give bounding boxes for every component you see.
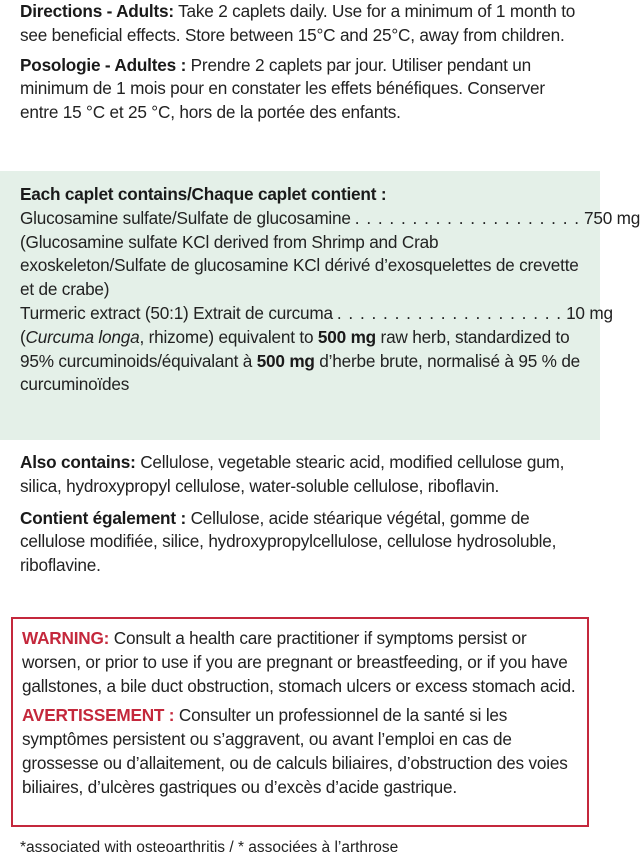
warning-fr-text: Consulter un professionnel de la santé si les symptômes persistent ou s’aggravent, ou avant l’emploi en cas de grossesse ou d’allaitement, ou de calculs biliaires, d’obstruction des voies biliaires, d’ulcères gastriques ou d’excès d’acide gastrique. [22, 705, 568, 797]
also-contains-fr-text: Cellulose, acide stéarique végétal, gomme de cellulose modifiée, silice, hydroxypropylcellulose, cellulose hydrosoluble, riboflavine. [20, 507, 557, 576]
directions-en-label: Directions - Adults: [20, 1, 174, 21]
glucosamine-amount: 750 mg [584, 207, 640, 228]
glucosamine-leader-dots: . . . . . . . . . . . . . . . . . . . . [354, 207, 581, 228]
glucosamine-row [20, 207, 640, 231]
turmeric-leader-dots: . . . . . . . . . . . . . . . . . . . . [336, 302, 563, 323]
glucosamine-note: (Glucosamine sulfate KCl derived from Shrimp and Crab exoskeleton/Sulfate de glucosamine KCl dérivé d’exosquelettes de crevette et de crabe) [20, 231, 579, 300]
turmeric-note-part3: d’herbe brute, normalisé à 95 % de curcuminoïdes [20, 350, 581, 395]
directions-en-text: Take 2 caplets daily. Use for a minimum of 1 month to see beneficial effects. Store between 15°C and 25°C, away from children. [20, 1, 576, 45]
directions-section [0, 0, 600, 125]
also-contains-section [0, 451, 600, 578]
turmeric-note-open: ( [20, 326, 26, 347]
footnote: *associated with osteoarthritis / * associées à l’arthrose [20, 839, 399, 856]
also-contains-fr [20, 507, 586, 578]
ingredients-panel [0, 171, 640, 440]
directions-fr-label: Posologie - Adultes : [20, 54, 187, 75]
ingredients-heading [20, 183, 586, 207]
turmeric-note-part1: , rhizome) equivalent to [139, 326, 318, 347]
also-contains-en-text: Cellulose, vegetable stearic acid, modified cellulose gum, silica, hydroxypropyl cellulose, water-soluble cellulose, riboflavin. [20, 452, 565, 496]
directions-en [20, 0, 586, 48]
warning-en-text: Consult a health care practitioner if symptoms persist or worsen, or prior to use if you are pregnant or breastfeeding, or if you have gallstones, a bile duct obstruction, stomach ulcers or excess stomach acid. [22, 628, 576, 696]
turmeric-note [20, 326, 586, 397]
warning-en-label: WARNING: [22, 628, 110, 648]
turmeric-equivalent-fr: 500 mg [256, 350, 315, 371]
turmeric-equivalent-en: 500 mg [317, 326, 376, 347]
turmeric-name: Turmeric extract (50:1) Extrait de curcuma [20, 302, 333, 323]
also-contains-fr-label: Contient également : [20, 507, 186, 528]
also-contains-en [20, 451, 586, 499]
directions-fr [20, 54, 586, 125]
glucosamine-name: Glucosamine sulfate/Sulfate de glucosamine [20, 207, 351, 228]
directions-fr-text: Prendre 2 caplets par jour. Utiliser pendant un minimum de 1 mois pour en constater les effets bénéfiques. Conserver entre 15 °C et 25 °C, hors de la portée des enfants. [20, 54, 545, 123]
warning-box [11, 617, 589, 827]
turmeric-row [20, 302, 613, 326]
also-contains-en-label: Also contains: [20, 452, 136, 472]
turmeric-amount: 10 mg [566, 302, 613, 323]
turmeric-latin-name: Curcuma longa [25, 326, 140, 347]
warning-en [22, 627, 577, 698]
warning-fr-label: AVERTISSEMENT : [22, 705, 175, 726]
turmeric-note-part2: raw herb, standardized to 95% curcuminoids/équivalant à [20, 326, 570, 371]
ingredients-heading-text: Each caplet contains/Chaque caplet contient : [20, 184, 387, 204]
warning-fr [22, 704, 577, 799]
